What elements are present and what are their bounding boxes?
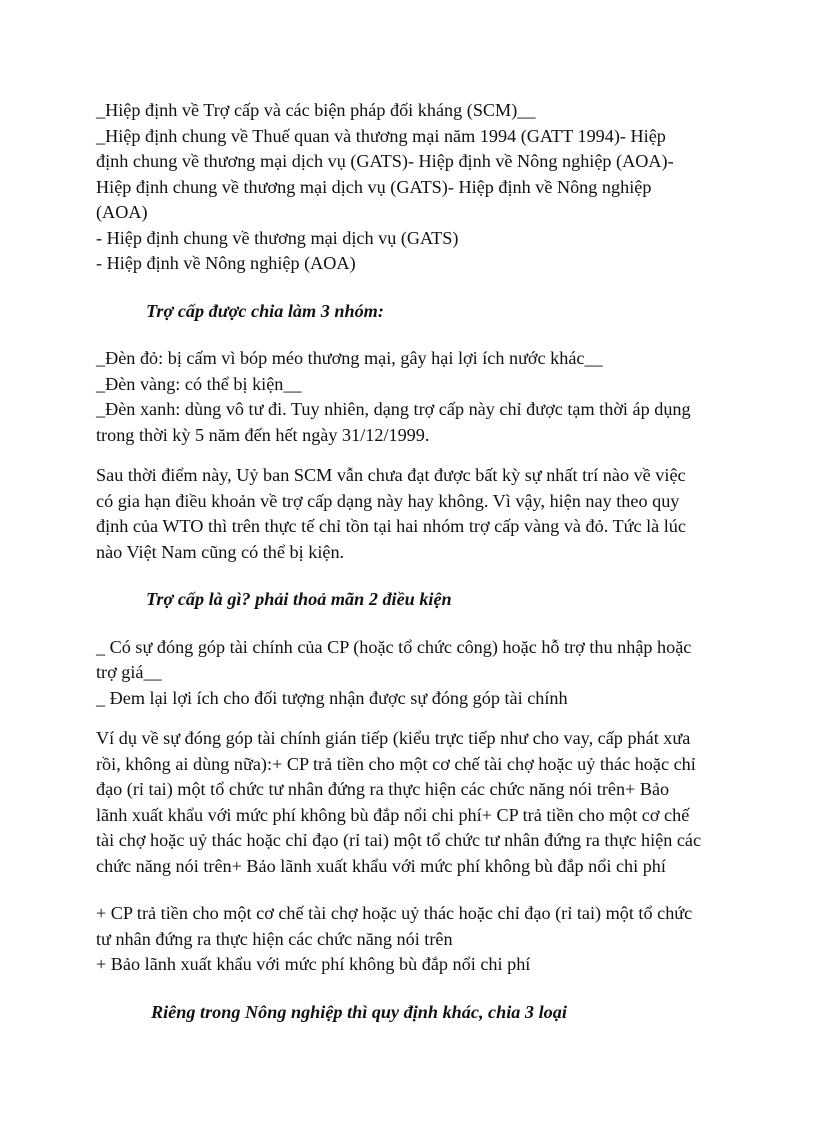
text-line: _ Đem lại lợi ích cho đối tượng nhận được sự đóng góp tài chính (96, 687, 568, 708)
text-line: Hiệp định chung về thương mại dịch vụ (GATS)- Hiệp định về Nông nghiệp (96, 176, 652, 197)
paragraph (96, 726, 726, 879)
text-line: đạo (rỉ tai) một tổ chức tư nhân đứng ra thực hiện các chức năng nói trên+ Bảo (96, 779, 670, 799)
section-heading: Trợ cấp là gì? phải thoả mãn 2 điều kiện (146, 589, 452, 609)
text-line: + CP trả tiền cho một cơ chế tài chợ hoặc uỷ thác hoặc chỉ đạo (rỉ tai) một tổ chức (96, 903, 693, 923)
text-line: _Hiệp định về Trợ cấp và các biện pháp đối kháng (SCM)__ (96, 100, 536, 120)
text-line: _Đèn xanh: dùng vô tư đi. Tuy nhiên, dạng trợ cấp này chỉ được tạm thời áp dụng (96, 399, 691, 419)
text-line: tư nhân đứng ra thực hiện các chức năng nói trên (96, 928, 453, 949)
text-line: định của WTO thì trên thực tế chỉ tồn tại hai nhóm trợ cấp vàng và đỏ. Tức là lúc (96, 516, 686, 536)
agreements-list (96, 98, 726, 277)
text-line: _Hiệp định chung về Thuế quan và thương mại năm 1994 (GATT 1994)- Hiệp (96, 125, 666, 146)
section-heading: Trợ cấp được chia làm 3 nhóm: (146, 300, 384, 321)
text-line: tài chợ hoặc uỷ thác hoặc chỉ đạo (rỉ tai) một tổ chức tư nhân đứng ra thực hiện các (96, 830, 702, 850)
text-line: trợ giá__ (96, 662, 162, 682)
document-page (96, 98, 726, 1025)
text-line: có gia hạn điều khoản về trợ cấp dạng này hay không. Vì vậy, hiện nay theo quy (96, 490, 680, 511)
text-line: (AOA) (96, 202, 148, 222)
text-line: chức năng nói trên+ Bảo lãnh xuất khẩu với mức phí không bù đắp nổi chi phí (96, 855, 666, 876)
paragraph (96, 463, 726, 565)
text-line: rồi, không ai dùng nữa):+ CP trả tiền cho một cơ chế tài chợ hoặc uỷ thác hoặc chỉ (96, 753, 696, 774)
text-line: + Bảo lãnh xuất khẩu với mức phí không bù đắp nổi chi phí (96, 954, 531, 974)
text-line: lãnh xuất khẩu với mức phí không bù đắp nổi chi phí+ CP trả tiền cho một cơ chế (96, 804, 690, 825)
text-line: định chung về thương mại dịch vụ (GATS)- Hiệp định về Nông nghiệp (AOA)- (96, 151, 674, 171)
text-line: nào Việt Nam cũng có thể bị kiện. (96, 541, 345, 562)
text-line: - Hiệp định chung về thương mại dịch vụ (GATS) (96, 227, 459, 248)
examples-list (96, 901, 726, 978)
text-line: _Đèn đỏ: bị cấm vì bóp méo thương mại, gây hại lợi ích nước khác__ (96, 348, 603, 368)
text-line: Sau thời điểm này, Uỷ ban SCM vẫn chưa đạt được bất kỳ sự nhất trí nào về việc (96, 465, 686, 485)
subsidy-groups-list (96, 346, 726, 448)
text-line: trong thời kỳ 5 năm đến hết ngày 31/12/1999. (96, 424, 430, 445)
text-line: Ví dụ về sự đóng góp tài chính gián tiếp (kiểu trực tiếp như cho vay, cấp phát xưa (96, 728, 691, 748)
text-line: _Đèn vàng: có thể bị kiện__ (96, 373, 302, 394)
section-heading: Riêng trong Nông nghiệp thì quy định khác, chia 3 loại (151, 1001, 567, 1022)
text-line: - Hiệp định về Nông nghiệp (AOA) (96, 253, 356, 273)
conditions-list (96, 635, 726, 712)
text-line: _ Có sự đóng góp tài chính của CP (hoặc tổ chức công) hoặc hỗ trợ thu nhập hoặc (96, 636, 692, 657)
